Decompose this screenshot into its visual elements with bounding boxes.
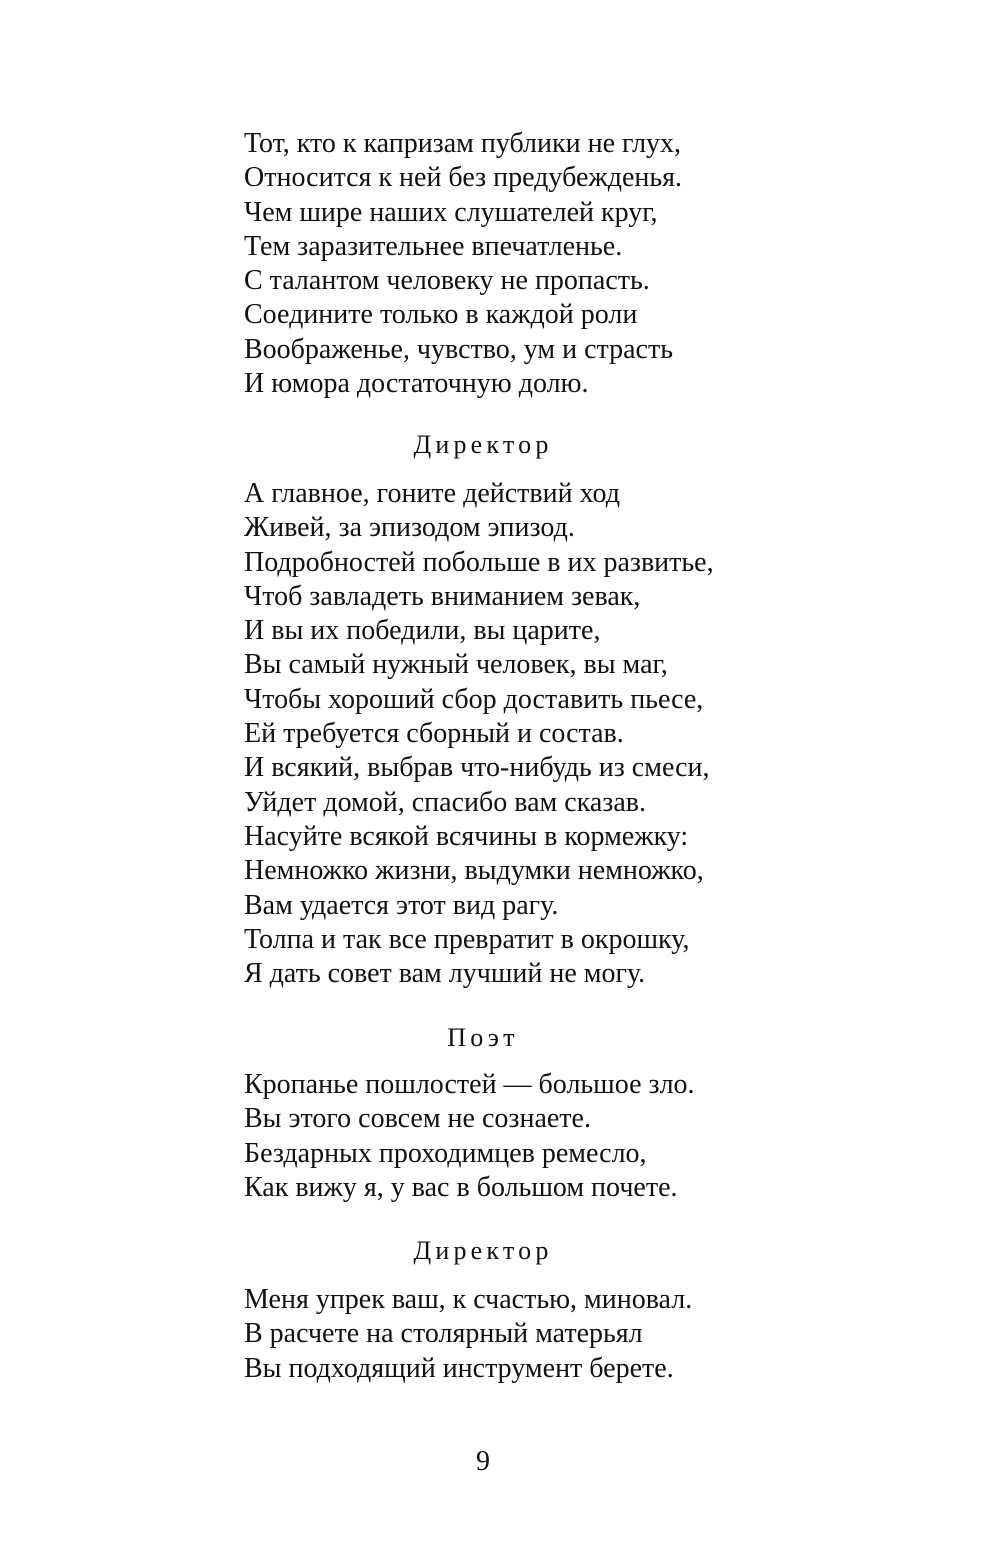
verse-line: Подробностей побольше в их развитье, xyxy=(244,546,714,578)
speaker-name: Директор xyxy=(413,1236,553,1265)
page-number: 9 xyxy=(476,1446,490,1477)
verse-line: Толпа и так все превратит в окрошку, xyxy=(244,923,690,955)
verse-line: В расчете на столярный матерьял xyxy=(244,1318,643,1350)
verse-line: Воображенье, чувство, ум и страсть xyxy=(244,333,673,365)
verse-line: Чтобы хороший сбор доставить пьесе, xyxy=(244,683,704,715)
verse-line: Живей, за эпизодом эпизод. xyxy=(244,512,575,544)
verse-line: Кропанье пошлостей — большое зло. xyxy=(244,1069,695,1100)
verse-line: Соедините только в каждой роли xyxy=(244,299,638,331)
verse-line: Уйдет домой, спасибо вам сказав. xyxy=(244,786,646,818)
verse-line: А главное, гоните действий ход xyxy=(244,478,620,509)
verse-line: Как вижу я, у вас в большом почете. xyxy=(244,1171,678,1203)
verse-line: Насуйте всякой всячины в кормежку: xyxy=(244,820,689,852)
verse-line: С талантом человеку не пропасть. xyxy=(244,265,650,297)
verse-line: Меня упрек ваш, к счастью, миновал. xyxy=(244,1284,693,1315)
verse-line: Бездарных проходимцев ремесло, xyxy=(244,1137,647,1169)
verse-line: Я дать совет вам лучший не могу. xyxy=(244,958,646,990)
speaker-name: Директор xyxy=(413,430,553,459)
verse-line: И всякий, выбрав что-нибудь из смеси, xyxy=(244,752,710,784)
verse-line: Немножко жизни, выдумки немножко, xyxy=(244,855,704,887)
verse-line: Чем шире наших слушателей круг, xyxy=(244,196,658,228)
verse-line: Относится к ней без предубежденья. xyxy=(244,162,683,194)
verse-line: Тем заразительнее впечатленье. xyxy=(244,230,623,262)
verse-stanza xyxy=(244,1068,695,1205)
verse-line: И юмора достаточную долю. xyxy=(244,368,589,400)
verse-line: Вы самый нужный человек, вы маг, xyxy=(244,649,668,681)
verse-stanza xyxy=(244,1283,692,1386)
verse-line: Вы этого совсем не сознаете. xyxy=(244,1103,591,1135)
verse-line: Тот, кто к капризам публики не глух, xyxy=(244,128,682,159)
verse-stanza xyxy=(244,127,682,401)
verse-line: И вы их победили, вы царите, xyxy=(244,615,601,647)
verse-line: Вам удается этот вид рагу. xyxy=(244,889,559,921)
verse-line: Вы подходящий инструмент берете. xyxy=(244,1352,674,1384)
verse-line: Ей требуется сборный и состав. xyxy=(244,718,624,750)
speaker-name: Поэт xyxy=(447,1023,519,1052)
verse-line: Чтоб завладеть вниманием зевак, xyxy=(244,580,641,612)
verse-stanza xyxy=(244,477,714,991)
